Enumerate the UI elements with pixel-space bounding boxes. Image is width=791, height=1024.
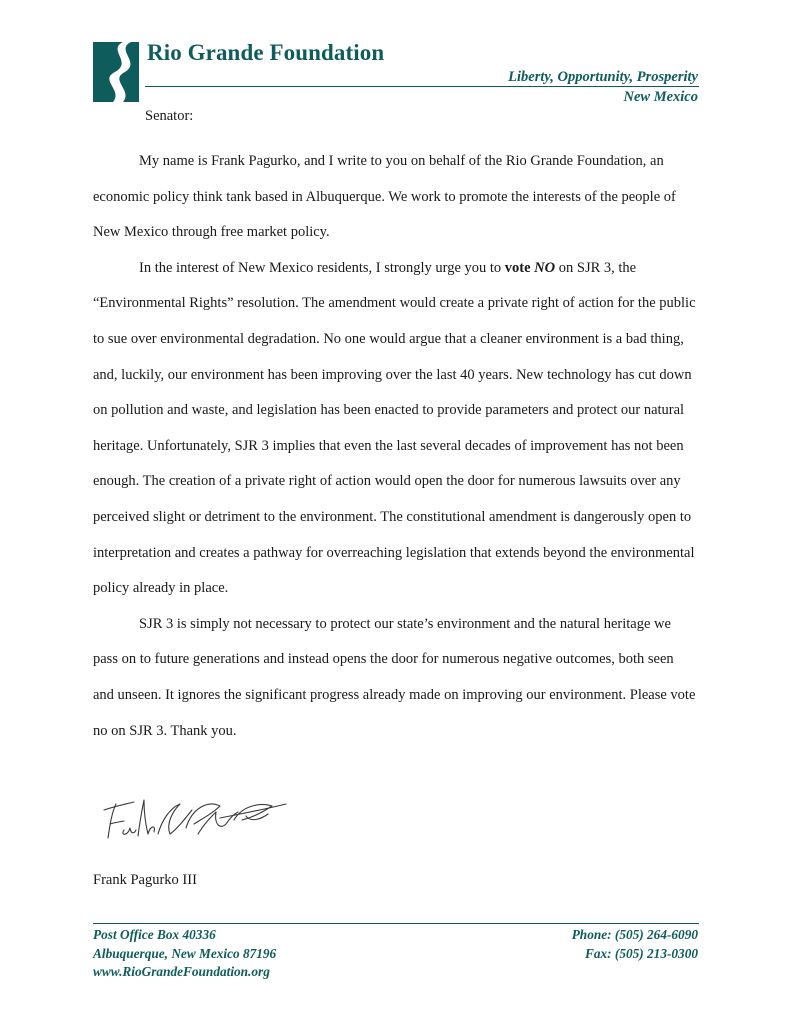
- footer-contact: [572, 926, 698, 963]
- vote-no-emphasis: NO: [534, 259, 556, 276]
- footer-fax: Fax: (505) 213-0300: [584, 945, 698, 961]
- footer-website-link[interactable]: www.RioGrandeFoundation.org: [93, 964, 270, 979]
- paragraph-argument-lead: In the interest of New Mexico residents, I strongly urge you to: [139, 259, 505, 276]
- vote-text: vote: [504, 259, 535, 276]
- footer-phone: Phone: (505) 264-6090: [571, 927, 698, 942]
- paragraph-intro: My name is Frank Pagurko, and I write to you on behalf of the Rio Grande Foundation, an economic policy think tank based in Albuquerque. We work to promote the interests of the people of New Mexico through free market policy.: [93, 153, 676, 241]
- paragraph-closing: SJR 3 is simply not necessary to protect our state’s environment and the natural heritage we pass on to future generations and instead opens the door for numerous negative outcomes, both seen and unseen. It ignores the significant progress already made on improving our environment. Please vote no on SJR 3. Thank you.: [93, 615, 696, 739]
- footer-city: Albuquerque, New Mexico 87196: [93, 945, 277, 961]
- river-logo-icon: [93, 42, 139, 102]
- signer-name: Frank Pagurko III: [93, 872, 197, 888]
- footer-divider: [93, 923, 699, 924]
- handwritten-signature: [100, 790, 290, 850]
- organization-name: Rio Grande Foundation: [147, 40, 385, 65]
- footer-address: [93, 926, 276, 982]
- state-name: New Mexico: [623, 89, 698, 105]
- footer-po-box: Post Office Box 40336: [93, 927, 216, 942]
- header-divider: [145, 86, 699, 87]
- tagline: Liberty, Opportunity, Prosperity: [508, 69, 698, 85]
- paragraph-argument-rest: on SJR 3, the “Environmental Rights” resolution. The amendment would create a private right of action for the public to sue over environmental degradation. No one would argue that a cleaner environment is a bad thing, and, luckily, our environment has been improving over the last 40 years. New technology has cut down on pollution and waste, and legislation has been enacted to provide parameters and protect our natural heritage. Unfortunately, SJR 3 implies that even the last several decades of improvement has not been enough. The creation of a private right of action would open the door for numerous lawsuits over any perceived slight or detriment to the environment. The constitutional amendment is dangerously open to interpretation and creates a pathway for overreaching legislation that extends beyond the environmental policy already in place.: [93, 259, 696, 597]
- letter-body: [93, 144, 698, 749]
- salutation: Senator:: [145, 108, 194, 124]
- paragraph-argument: [93, 251, 698, 607]
